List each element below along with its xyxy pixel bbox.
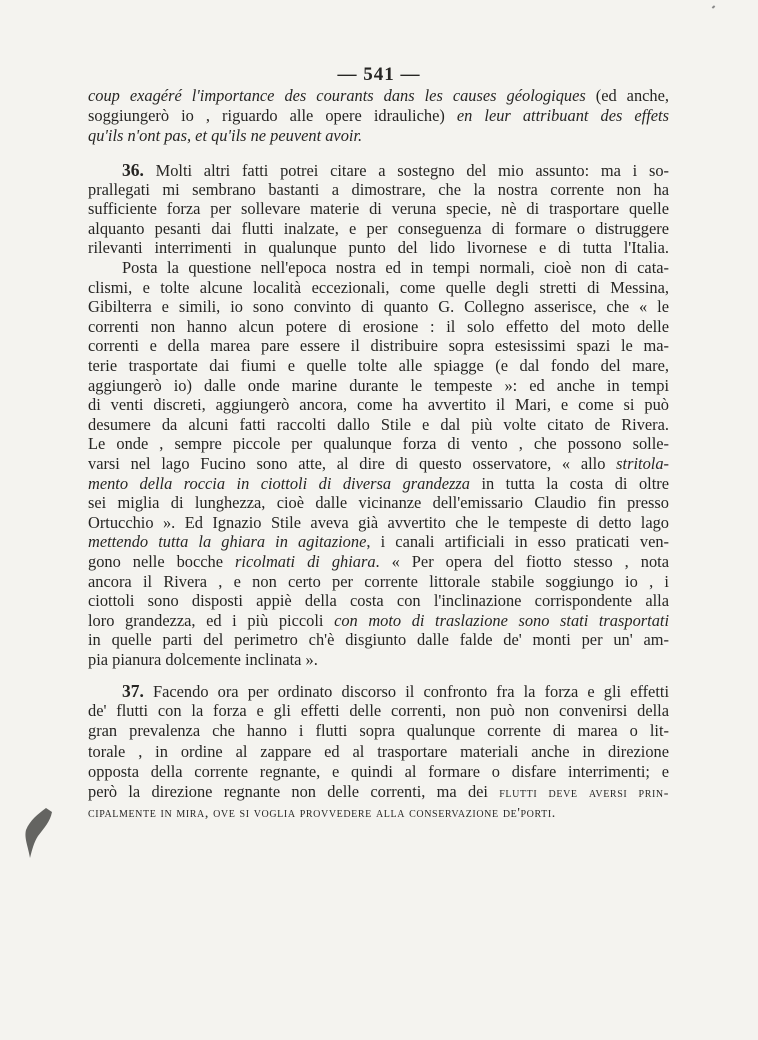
text-segment: cipalmente in mira, ove si voglia provvedere alla conservazione de'porti.: [88, 806, 556, 822]
text-segment: alquanto pesanti dai flutti inalzate, e per conseguenza di formare o distruggere: [88, 218, 669, 238]
text-line: [88, 493, 669, 513]
text-segment: in quelle parti del perimetro ch'è disgiunto dalle falde de' monti per un' am-: [88, 630, 669, 650]
text-line: [88, 258, 669, 278]
text-line: [88, 356, 669, 376]
text-line: [88, 317, 669, 337]
text-line: [88, 474, 669, 494]
text-segment: Ortucchio ». Ed Ignazio Stile aveva già avvertito che le tempeste di detto lago: [88, 512, 669, 532]
text-segment: qu'ils n'ont pas, et qu'ils ne peuvent avoir.: [88, 126, 363, 145]
page-number: — 541 —: [337, 64, 421, 85]
scan-mark: [712, 5, 716, 8]
text-segment: clismi, e tolte alcune località eccezionali, come quelle degli stretti di Messina,: [88, 277, 669, 297]
text-segment: gran prevalenza che hanno i flutti sopra qualunque corrente di marea o lit-: [88, 721, 669, 741]
text-segment: prallegati mi sembrano bastanti a dimostrare, che la nostra corrente non ha: [88, 179, 669, 199]
text-segment: , i canali artificiali in esso praticati ven-: [366, 532, 669, 552]
text-segment: varsi nel lago Fucino sono atte, al dire di questo osservatore, « allo: [88, 454, 617, 473]
text-line: [88, 802, 669, 822]
text-segment: con moto di traslazione sono stati trasportati: [334, 610, 670, 630]
text-line: [88, 434, 669, 454]
text-segment: pia pianura dolcemente inclinata ».: [88, 650, 318, 669]
text-line: [88, 721, 669, 741]
text-segment: loro grandezza, ed i più piccoli: [88, 610, 335, 630]
text-segment: ancora il Rivera , e non certo per corrente littorale stabile soggiungo io , i: [88, 571, 669, 591]
section-number: 36.: [122, 160, 144, 180]
section-number: 37.: [122, 681, 144, 701]
text-segment: terie trasportate dai fiumi e quelle tolte alle spiagge (e dal fondo del mare,: [88, 356, 669, 375]
text-segment: correnti non hanno alcun potere di erosione : il solo effetto del moto delle: [88, 316, 669, 336]
text-segment: ciottoli sono disposti appiè della costa con l'inclinazione corrispondente alla: [88, 591, 669, 611]
text-line: [88, 532, 669, 552]
text-line: [88, 415, 669, 435]
text-segment: però la direzione regnante non delle correnti, ma dei: [88, 782, 500, 801]
text-line: [88, 611, 669, 631]
text-line: [88, 454, 669, 474]
text-segment: ricolmati di ghiara: [235, 552, 376, 571]
text-line: [88, 591, 669, 611]
text-segment: stritola-: [616, 454, 669, 473]
text-line: [88, 513, 669, 533]
text-segment: opposta della corrente regnante, e quindi al formare o disfare interrimenti; e: [88, 761, 669, 781]
text-segment: sei miglia di lunghezza, cioè dalle vicinanze dell'emissario Claudio fin presso: [88, 493, 669, 513]
text-segment: mettendo tutta la ghiara in agitazione: [88, 532, 367, 552]
text-segment: coup exagéré l'importance des courants dans les causes géologiques: [88, 86, 586, 105]
text-segment: Le onde , sempre piccole per qualunque forza di vento , che possono solle-: [88, 434, 669, 454]
text-line: [88, 106, 669, 126]
text-segment: Molti altri fatti potrei citare a sostegno del mio assunto: ma i so-: [143, 161, 669, 180]
text-line: [88, 297, 669, 317]
text-line: [88, 126, 669, 146]
text-line: [88, 336, 669, 356]
text-segment: (ed anche,: [585, 86, 669, 105]
text-segment: rilevanti interrimenti in qualunque punto del lido livornese e di tutta l'Italia.: [88, 238, 669, 258]
text-line: [88, 219, 669, 239]
text-segment: desumere da alcuni fatti raccolti dallo Stile e dal più volte citato de Rivera.: [88, 414, 669, 434]
text-segment: de' flutti con la forza e gli effetti delle correnti, non può non convenirsi della: [88, 701, 669, 721]
text-line: [88, 572, 669, 592]
text-line: [88, 376, 669, 396]
ink-smudge-icon: [16, 800, 56, 870]
text-line: [88, 238, 669, 258]
text-segment: aggiungerò io) dalle onde marine durante le tempeste »: ed anche in tempi: [88, 375, 669, 395]
text-line: [88, 180, 669, 200]
text-line: [88, 395, 669, 415]
text-segment: Posta la questione nell'epoca nostra ed in tempi normali, cioè non di cata-: [122, 258, 669, 277]
text-segment: . « Per opera del fiotto stesso , nota: [375, 552, 669, 571]
text-line: [88, 650, 669, 670]
text-line: [88, 278, 669, 298]
text-line: [88, 552, 669, 572]
text-line: [88, 762, 669, 782]
text-segment: flutti deve aversi prin-: [499, 786, 669, 801]
text-segment: soggiungerò io , riguardo alle opere idrauliche): [88, 106, 457, 125]
text-line: [88, 630, 669, 650]
text-line: [88, 782, 669, 802]
text-segment: mento della roccia in ciottoli di diversa grandezza: [88, 473, 470, 493]
text-segment: di venti discreti, aggiungerò ancora, come ha avvertito il Mari, e come si può: [88, 395, 669, 415]
text-line: [88, 681, 669, 701]
text-line: [88, 86, 669, 106]
text-segment: Gibilterra e simili, io sono convinto di quanto G. Collegno asserisce, che « le: [88, 297, 669, 317]
text-line: [88, 199, 669, 219]
text-segment: Facendo ora per ordinato discorso il confronto fra la forza e gli effetti: [143, 682, 669, 701]
text-segment: gono nelle bocche: [88, 552, 236, 571]
text-segment: in tutta la costa di oltre: [469, 473, 669, 493]
text-segment: en leur attribuant des effets: [456, 106, 669, 125]
text-line: [88, 701, 669, 721]
text-line: [88, 742, 669, 762]
text-line: [88, 160, 669, 180]
text-segment: correnti e della marea pare essere il distribuire sopra estesissimi spazi le ma-: [88, 336, 669, 356]
text-segment: sufficiente forza per sollevare materie di veruna specie, nè di trasportare quelle: [88, 199, 669, 219]
text-segment: torale , in ordine al zappare ed al trasportare materiali anche in direzione: [88, 741, 669, 761]
